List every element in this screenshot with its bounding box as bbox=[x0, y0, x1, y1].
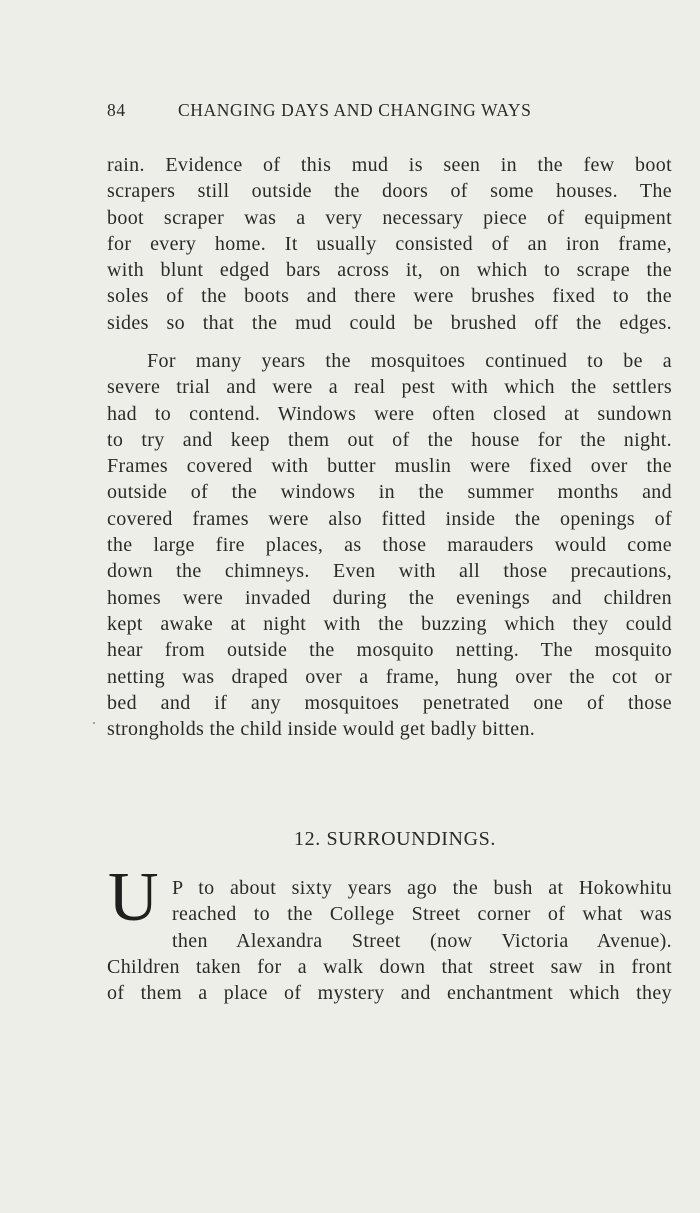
text-line: to try and keep them out of the house for the night. bbox=[107, 428, 672, 451]
text-line: covered frames were also fitted inside the openings of bbox=[107, 507, 672, 530]
text-line: homes were invaded during the evenings and children bbox=[107, 586, 672, 609]
text-line: Frames covered with butter muslin were fixed over the bbox=[107, 455, 672, 478]
text-line: Children taken for a walk down that street saw in front bbox=[107, 955, 672, 978]
text-line: netting was draped over a frame, hung over the cot or bbox=[107, 665, 672, 688]
text-line: strongholds the child inside would get badly bitten. bbox=[107, 718, 536, 741]
text-line: severe trial and were a real pest with which the settlers bbox=[107, 376, 672, 399]
text-line: the large fire places, as those marauders would come bbox=[107, 534, 672, 557]
section-heading-text: 12. SURROUNDINGS. bbox=[294, 828, 496, 850]
text-line: soles of the boots and there were brushes fixed to the bbox=[107, 285, 672, 308]
text-line: boot scraper was a very necessary piece of equipment bbox=[107, 206, 672, 229]
text-line: reached to the College Street corner of what was bbox=[172, 903, 672, 926]
text-line: hear from outside the mosquito netting. The mosquito bbox=[107, 639, 672, 662]
text-line: down the chimneys. Even with all those precautions, bbox=[107, 560, 672, 583]
text-line: rain. Evidence of this mud is seen in the few boot bbox=[107, 154, 672, 176]
running-head bbox=[107, 100, 599, 124]
section-heading bbox=[0, 828, 700, 851]
paragraph-mosquitoes bbox=[107, 348, 672, 742]
text-line: with blunt edged bars across it, on which to scrape the bbox=[107, 259, 672, 282]
text-line: bed and if any mosquitoes penetrated one of those bbox=[107, 691, 672, 714]
text-line: had to contend. Windows were often closed at sundown bbox=[107, 402, 672, 425]
paragraph-surroundings bbox=[107, 875, 672, 1006]
paragraph-boot-scraper bbox=[107, 152, 672, 336]
text-line: outside of the windows in the summer months and bbox=[107, 481, 672, 504]
drop-cap: U bbox=[108, 859, 159, 936]
text-line: of them a place of mystery and enchantment which they bbox=[107, 982, 672, 1005]
text-line: P to about sixty years ago the bush at Hokowhitu bbox=[172, 877, 672, 899]
margin-speck bbox=[93, 722, 95, 724]
running-title: CHANGING DAYS AND CHANGING WAYS bbox=[178, 100, 532, 120]
text-line: For many years the mosquitoes continued to be a bbox=[147, 350, 672, 372]
text-line: sides so that the mud could be brushed off the edges. bbox=[107, 311, 672, 334]
text-line: for every home. It usually consisted of an iron frame, bbox=[107, 232, 672, 255]
page-number: 84 bbox=[107, 100, 126, 120]
text-line: then Alexandra Street (now Victoria Avenue). bbox=[172, 929, 672, 952]
text-line: kept awake at night with the buzzing which they could bbox=[107, 612, 672, 635]
text-line: scrapers still outside the doors of some houses. The bbox=[107, 180, 672, 203]
